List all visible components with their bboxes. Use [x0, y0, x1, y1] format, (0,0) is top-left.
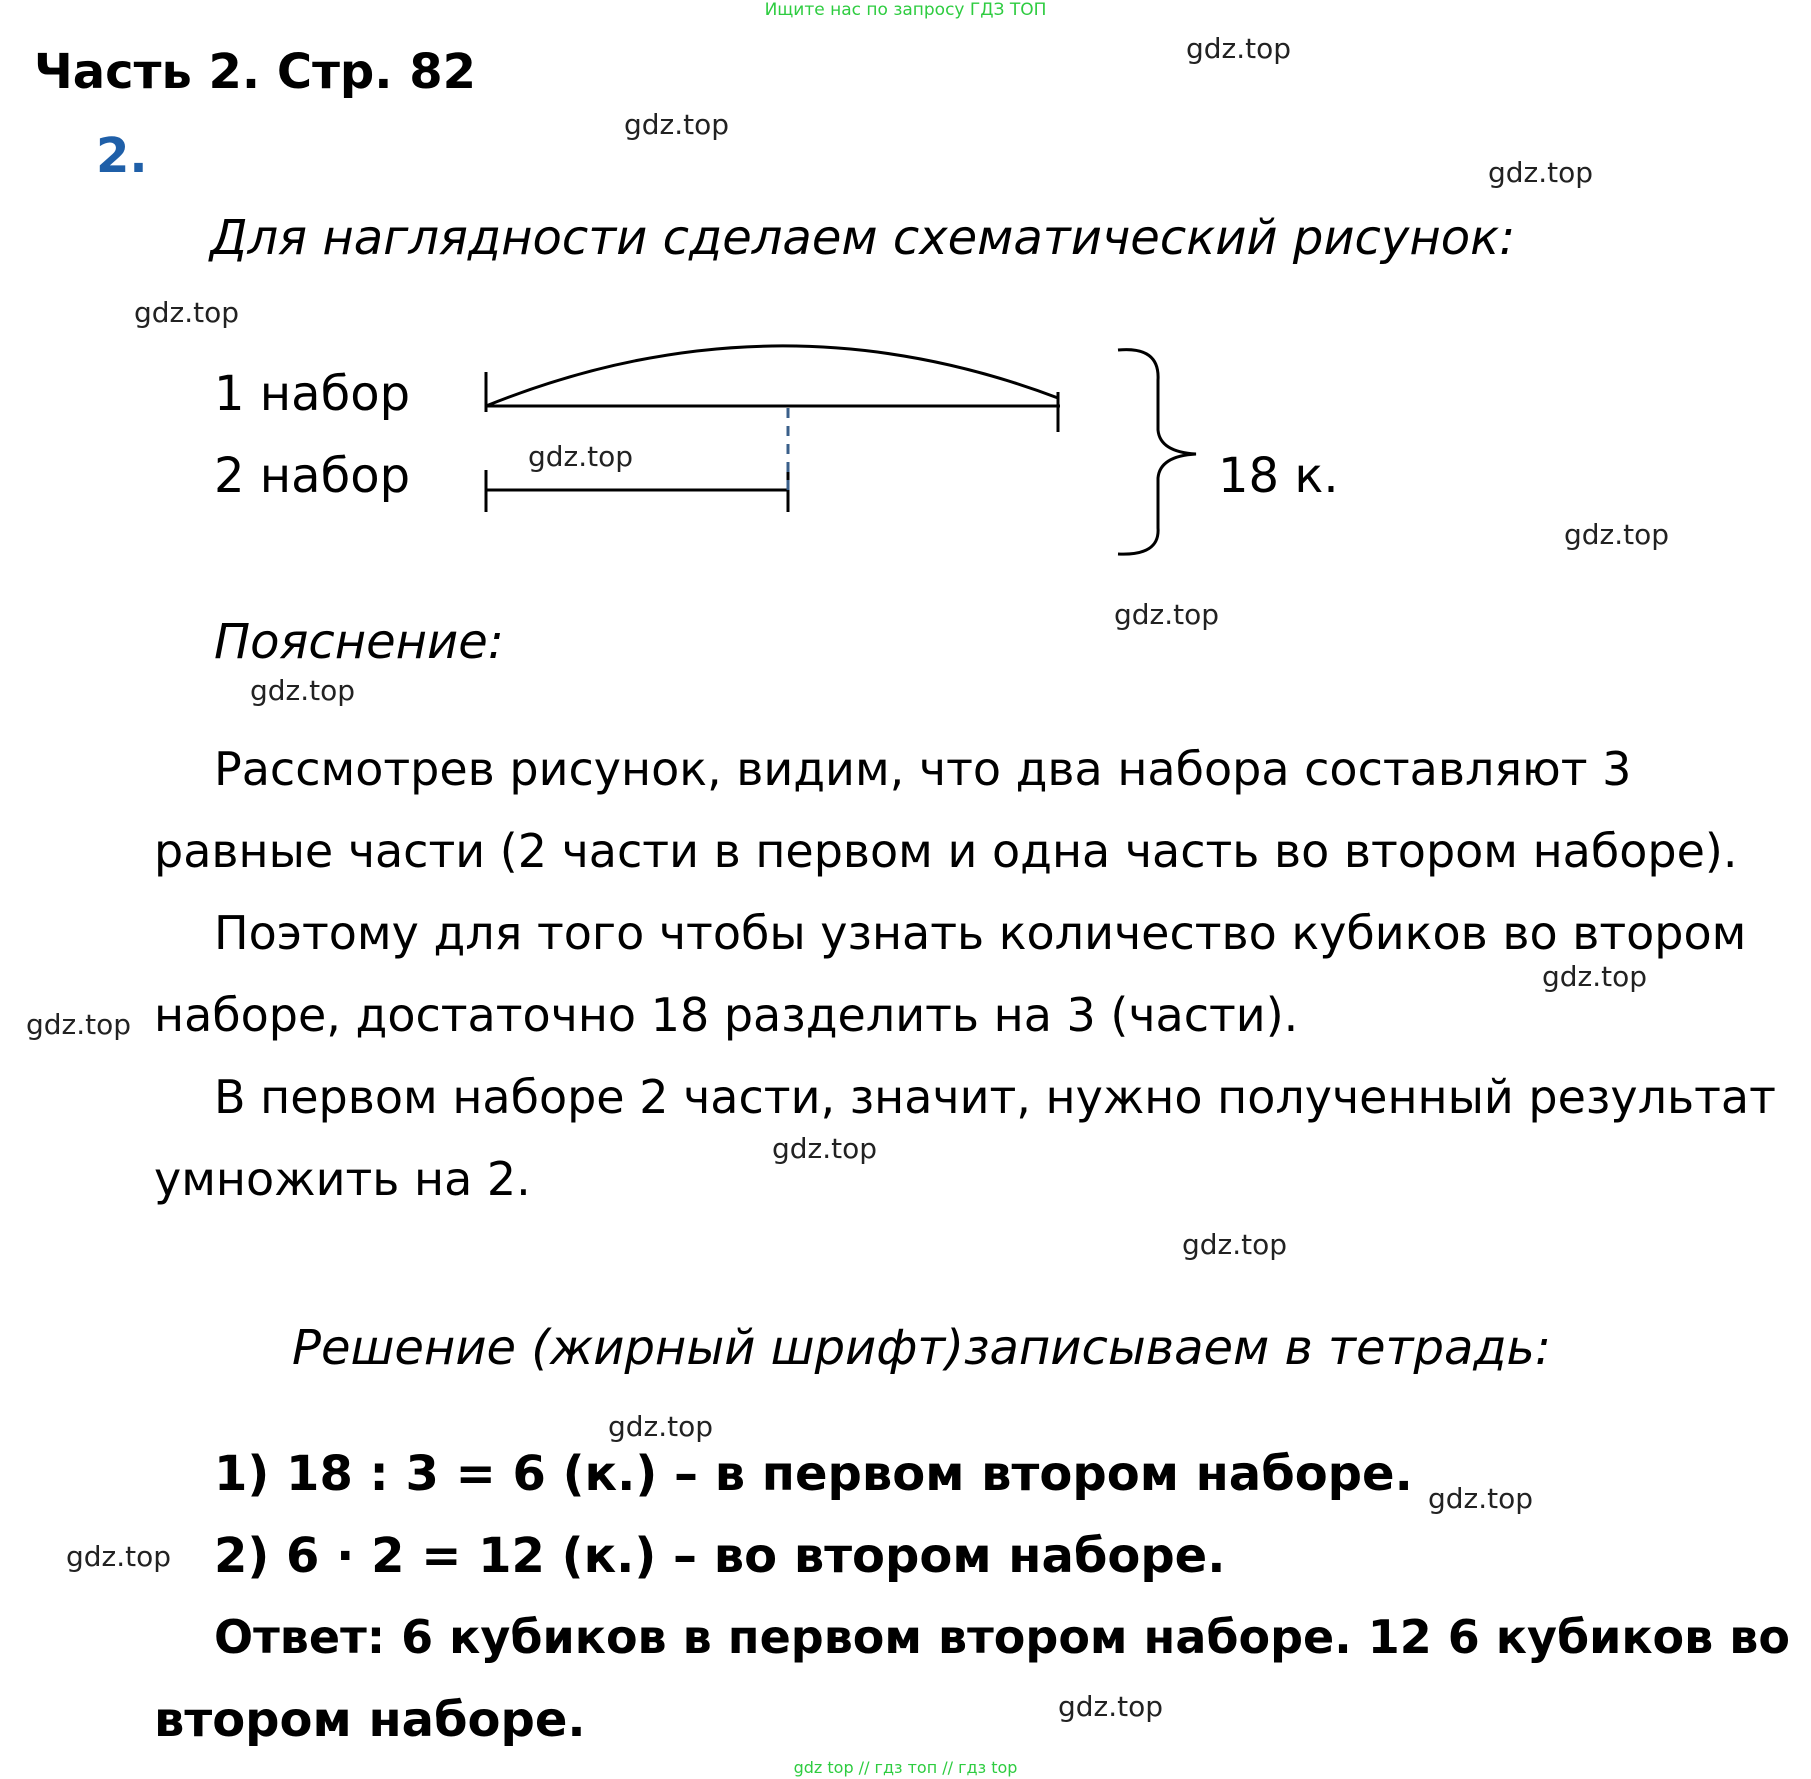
watermark: gdz.top — [1428, 1482, 1534, 1515]
watermark: gdz.top — [608, 1410, 714, 1443]
explanation-heading: Пояснение: — [214, 614, 504, 670]
paragraph-line: Поэтому для того чтобы узнать количество кубиков во втором — [214, 906, 1747, 960]
watermark: gdz.top — [624, 108, 730, 141]
total-brace — [1118, 350, 1196, 555]
paragraph-line: В первом наборе 2 части, значит, нужно полученный результат — [214, 1070, 1776, 1124]
watermark: gdz.top — [1564, 518, 1670, 551]
top-ad-text: Ищите нас по запросу ГДЗ ТОП — [764, 0, 1047, 20]
answer-line: втором наборе. — [154, 1692, 586, 1748]
watermark: gdz.top — [1058, 1690, 1164, 1723]
set1-label: 1 набор — [214, 366, 411, 422]
watermark: gdz.top — [66, 1540, 172, 1573]
paragraph-line: умножить на 2. — [154, 1152, 531, 1206]
watermark: gdz.top — [1114, 598, 1220, 631]
paragraph-line: наборе, достаточно 18 разделить на 3 (части). — [154, 988, 1299, 1042]
set2-label: 2 набор — [214, 448, 411, 504]
watermark: gdz.top — [1542, 960, 1648, 993]
footer-links: gdz top // гдз топ // гдз top — [793, 1758, 1018, 1777]
segment-diagram — [0, 0, 1811, 620]
answer-line: Ответ: 6 кубиков в первом втором наборе. 12 6 кубиков во — [214, 1610, 1790, 1664]
paragraph-line: Рассмотрев рисунок, видим, что два набора составляют 3 — [214, 742, 1632, 796]
total-label: 18 к. — [1218, 448, 1339, 504]
intro-text: Для наглядности сделаем схематический рисунок: — [210, 210, 1516, 266]
solution-step: 2) 6 · 2 = 12 (к.) – во втором наборе. — [214, 1528, 1226, 1584]
solution-step: 1) 18 : 3 = 6 (к.) – в первом втором наборе. — [214, 1446, 1413, 1502]
watermark: gdz.top — [1488, 156, 1594, 189]
watermark: gdz.top — [134, 296, 240, 329]
watermark: gdz.top — [1182, 1228, 1288, 1261]
watermark: gdz.top — [772, 1132, 878, 1165]
watermark: gdz.top — [250, 674, 356, 707]
watermark: gdz.top — [1186, 32, 1292, 65]
watermark: gdz.top — [26, 1008, 132, 1041]
set1-arc — [486, 346, 1058, 406]
watermark: gdz.top — [528, 440, 634, 473]
paragraph-line: равные части (2 части в первом и одна часть во втором наборе). — [154, 824, 1738, 878]
solution-heading: Решение (жирный шрифт)записываем в тетрадь: — [292, 1320, 1552, 1376]
page-title: Часть 2. Стр. 82 — [34, 44, 477, 100]
task-number: 2. — [96, 128, 148, 184]
